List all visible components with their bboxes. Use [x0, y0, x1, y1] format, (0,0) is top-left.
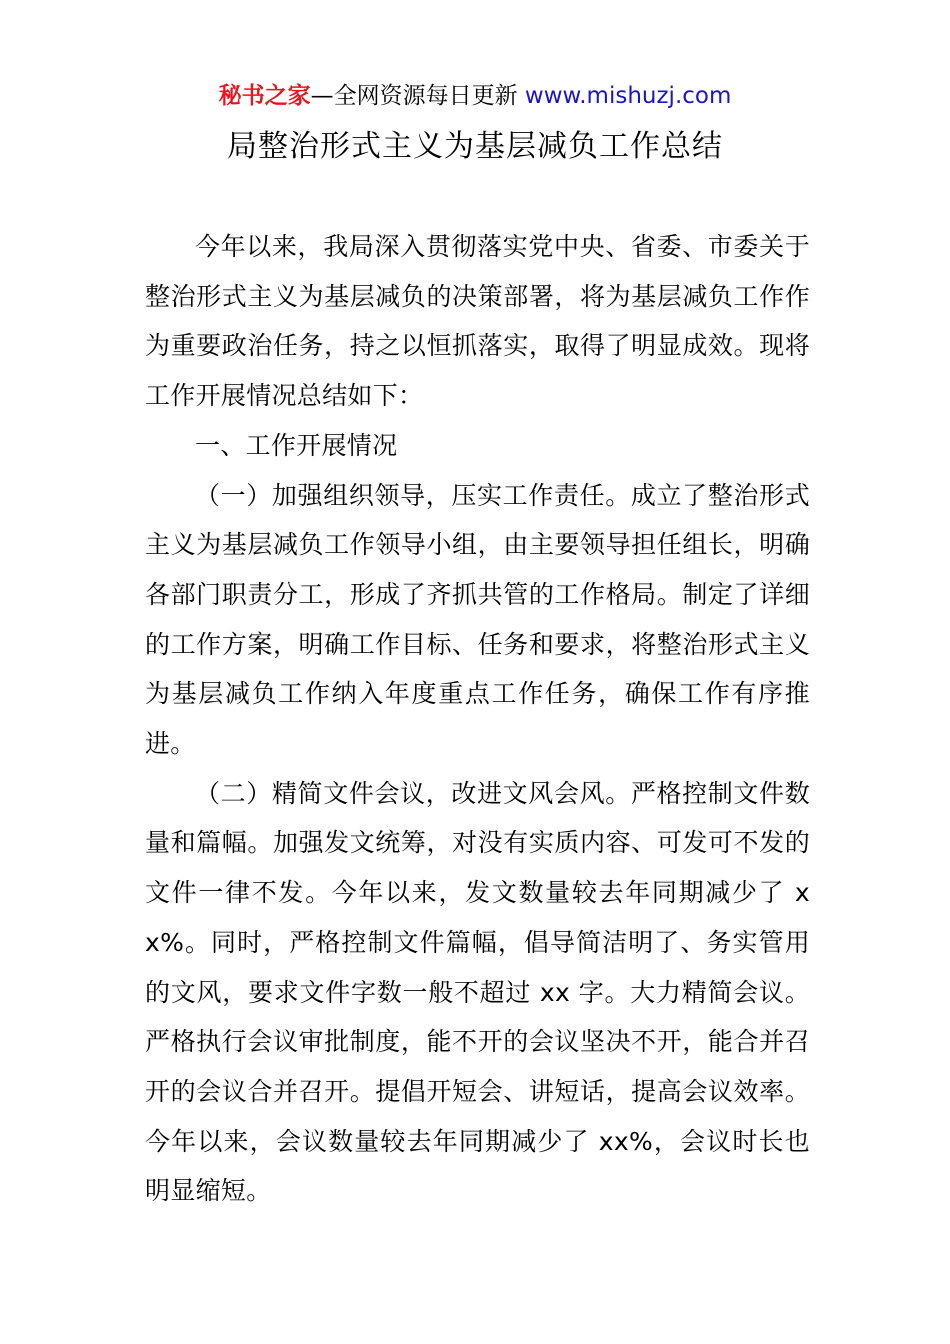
intro-paragraph: 今年以来，我局深入贯彻落实党中央、省委、市委关于整治形式主义为基层减负的决策部署，将为基层减负工作作为重要政治任务，持之以恒抓落实，取得了明显成效。现将工作开展情况总结如下：	[145, 232, 810, 411]
paragraph-documents-meetings: （二）精简文件会议，改进文风会风。严格控制文件数量和篇幅。加强发文统筹，对没有实质内容、可发可不发的文件一律不发。今年以来，发文数量较去年同期减少了 xx%。同时，严格控制文件篇幅，倡导简洁明了、务实管用的文风，要求文件字数一般不超过 xx 字。大力精简会议。严格执行会议审批制度，能不开的会议坚决不开，能合并召开的会议合并召开。提倡开短会、讲短话，提高会议效率。今年以来，会议数量较去年同期减少了 xx%，会议时长也明显缩短。	[145, 778, 810, 1206]
site-brand: 秘书之家	[218, 83, 311, 109]
site-header	[0, 80, 950, 112]
document-body	[145, 222, 810, 1216]
document-title: 局整治形式主义为基层减负工作总结	[227, 129, 723, 164]
section-heading: 一、工作开展情况	[195, 430, 398, 460]
site-tagline: —全网资源每日更新	[310, 83, 518, 109]
paragraph-organization: （一）加强组织领导，压实工作责任。成立了整治形式主义为基层减负工作领导小组，由主要领导担任组长，明确各部门职责分工，形成了齐抓共管的工作格局。制定了详细的工作方案，明确工作目标、任务和要求，将整治形式主义为基层减负工作纳入年度重点工作任务，确保工作有序推进。	[145, 480, 810, 759]
site-url-link[interactable]: www.mishuzj.com	[524, 83, 732, 109]
